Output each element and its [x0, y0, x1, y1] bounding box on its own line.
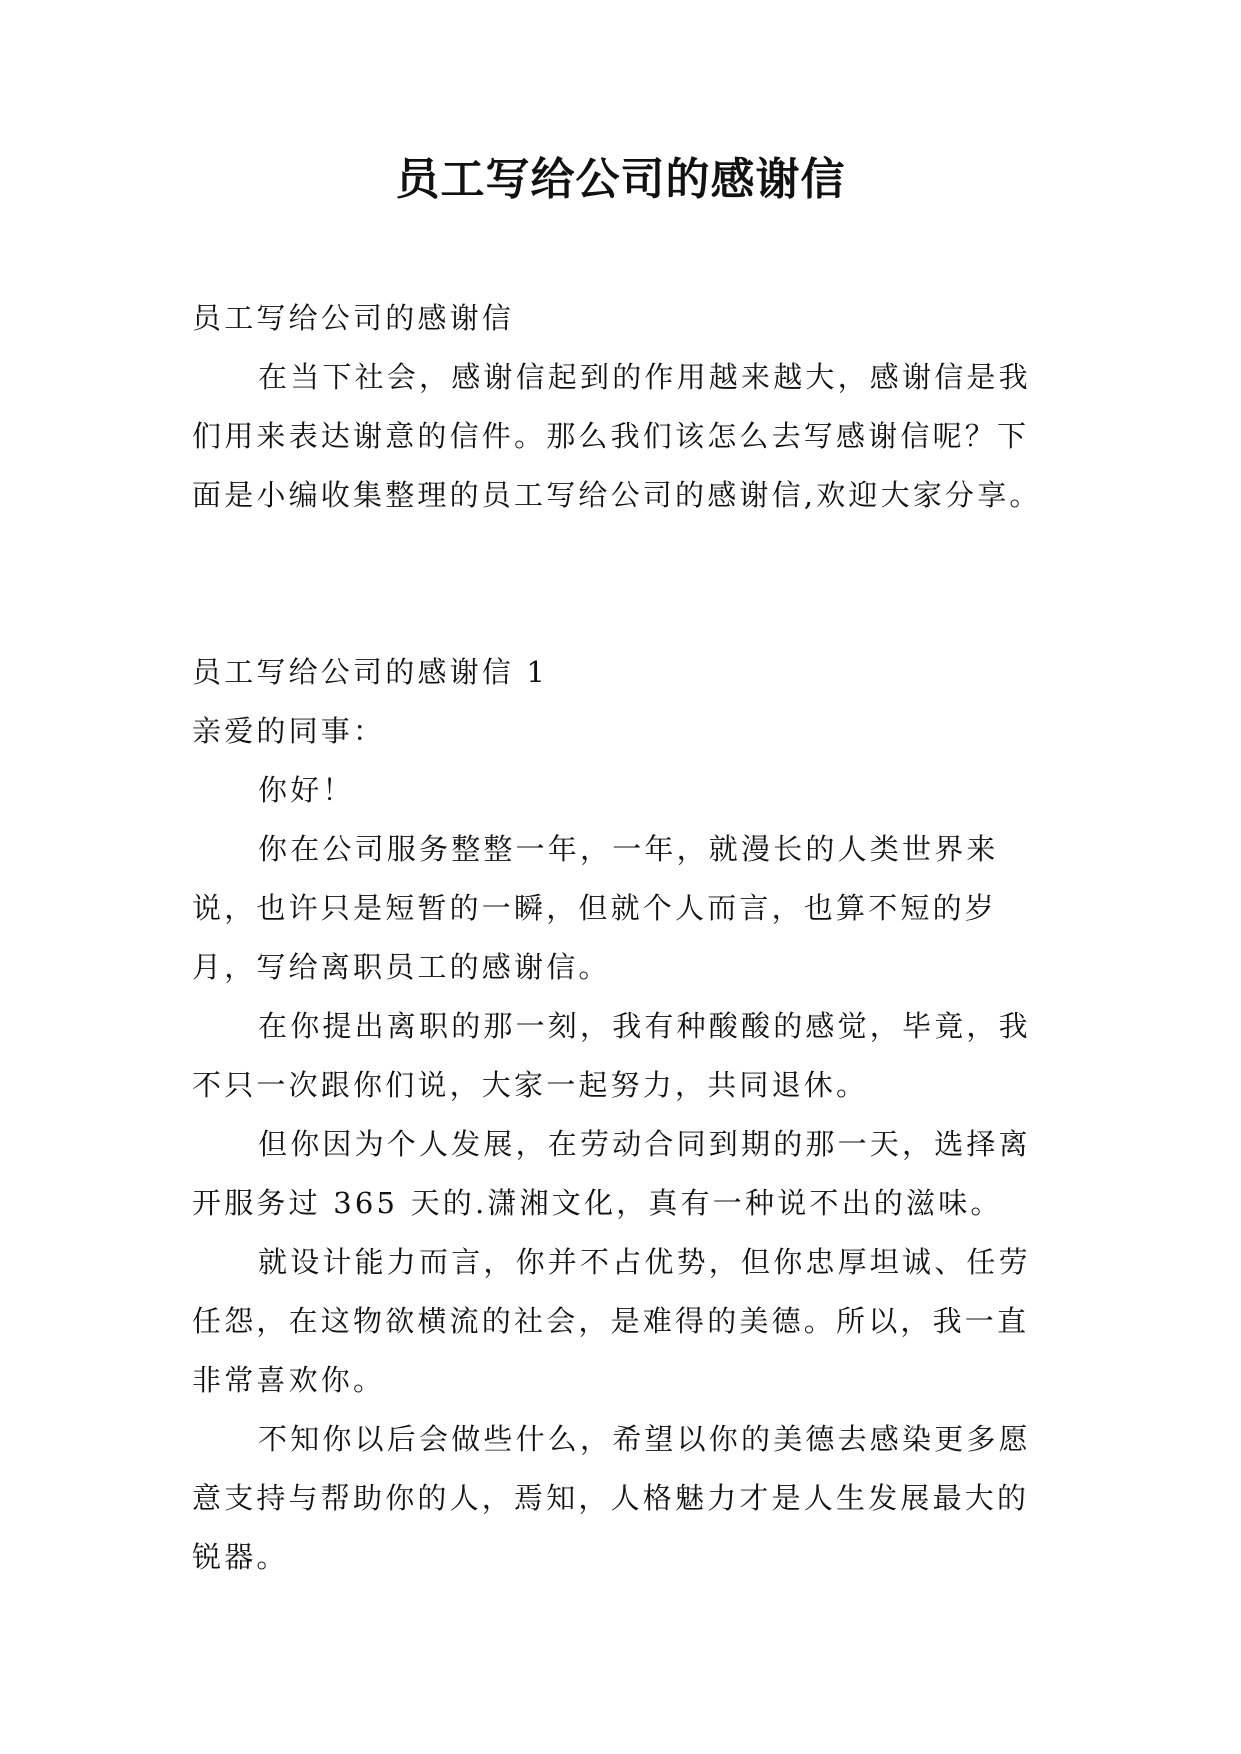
- body-paragraph: 在你提出离职的那一刻，我有种酸酸的感觉，毕竟，我不只一次跟你们说，大家一起努力，共同退休。: [192, 1009, 1031, 1102]
- subtitle-line: 员工写给公司的感谢信: [192, 301, 515, 335]
- greeting: 你好！: [258, 773, 355, 807]
- document-body: [192, 289, 1054, 1587]
- body-paragraph: 不知你以后会做些什么，希望以你的美德去感染更多愿意支持与帮助你的人，焉知，人格魅力才是人生发展最大的锐器。: [192, 1422, 1031, 1574]
- body-paragraph: 但你因为个人发展，在劳动合同到期的那一天，选择离开服务过 365 天的.潇湘文化，真有一种说不出的滋味。: [192, 1127, 1031, 1220]
- intro-paragraph: 在当下社会，感谢信起到的作用越来越大，感谢信是我们用来表达谢意的信件。那么我们该怎么去写感谢信呢？下面是小编收集整理的员工写给公司的感谢信,欢迎大家分享。: [192, 360, 1042, 512]
- salutation: 亲爱的同事：: [192, 714, 386, 748]
- document-title: 员工写给公司的感谢信: [395, 154, 846, 205]
- section-spacer: [192, 525, 1054, 643]
- body-paragraph: 就设计能力而言，你并不占优势，但你忠厚坦诚、任劳任怨，在这物欲横流的社会，是难得的美德。所以，我一直非常喜欢你。: [192, 1245, 1031, 1397]
- body-paragraph: 你在公司服务整整一年，一年，就漫长的人类世界来说，也许只是短暂的一瞬，但就个人而言，也算不短的岁月，写给离职员工的感谢信。: [192, 832, 999, 984]
- letter-heading: 员工写给公司的感谢信 1: [192, 655, 549, 689]
